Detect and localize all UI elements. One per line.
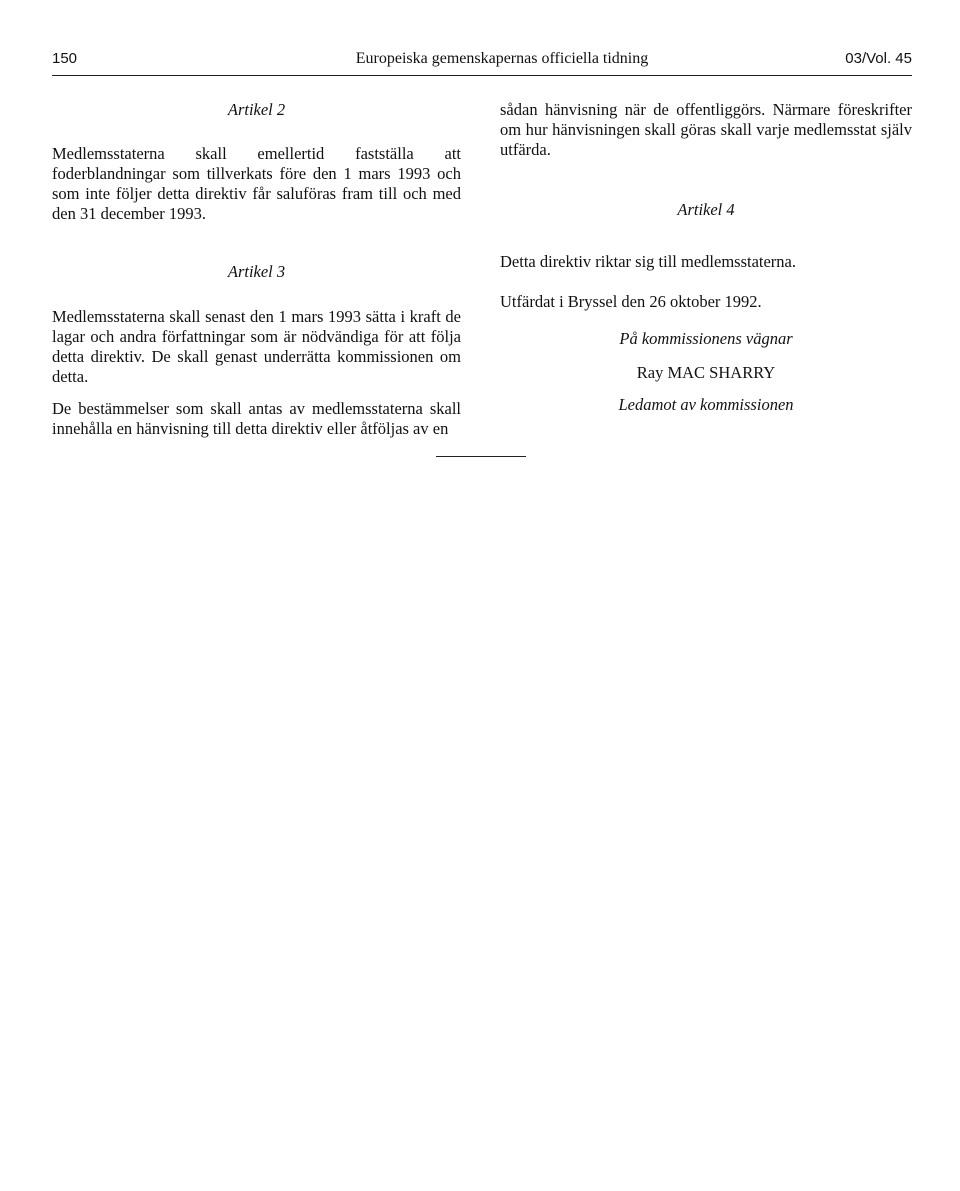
issued-statement: Utfärdat i Bryssel den 26 oktober 1992. [500, 292, 762, 311]
signature-on-behalf: På kommissionens vägnar [619, 329, 793, 348]
page-header [52, 50, 912, 72]
artikel-2-heading: Artikel 2 [227, 100, 286, 119]
header-rule [52, 75, 912, 76]
artikel-3-heading: Artikel 3 [227, 262, 286, 281]
signatory-name: Ray MAC SHARRY [636, 363, 776, 382]
artikel-2-paragraph: Medlemsstaterna skall emellertid fastställa att foderblandningar som tillverkats före den 1 mars 1993 och som inte följer detta direktiv får saluföras fram till och med den 31 december 1993. [52, 144, 461, 223]
page-number: 150 [52, 50, 78, 67]
volume-number: 03/Vol. 45 [845, 50, 912, 67]
left-column [52, 100, 461, 439]
right-column [500, 100, 912, 415]
artikel-3-paragraph-2: De bestämmelser som skall antas av medlemsstaterna skall innehålla en hänvisning till detta direktiv eller åtföljas av en [52, 399, 461, 438]
artikel-3-paragraph-1: Medlemsstaterna skall senast den 1 mars 1993 sätta i kraft de lagar och andra författningar som är nödvändiga för att följa detta direktiv. De skall genast underrätta kommissionen om detta. [52, 307, 461, 386]
artikel-4-paragraph: Detta direktiv riktar sig till medlemsstaterna. [500, 252, 797, 271]
end-rule [436, 456, 526, 457]
journal-title: Europeiska gemenskapernas officiella tidning [355, 50, 649, 67]
continuation-paragraph: sådan hänvisning när de offentliggörs. Närmare föreskrifter om hur hänvisningen skall göras skall varje medlemsstat själv utfärda. [500, 100, 912, 159]
signatory-title: Ledamot av kommissionen [618, 395, 794, 414]
artikel-4-heading: Artikel 4 [677, 200, 735, 219]
